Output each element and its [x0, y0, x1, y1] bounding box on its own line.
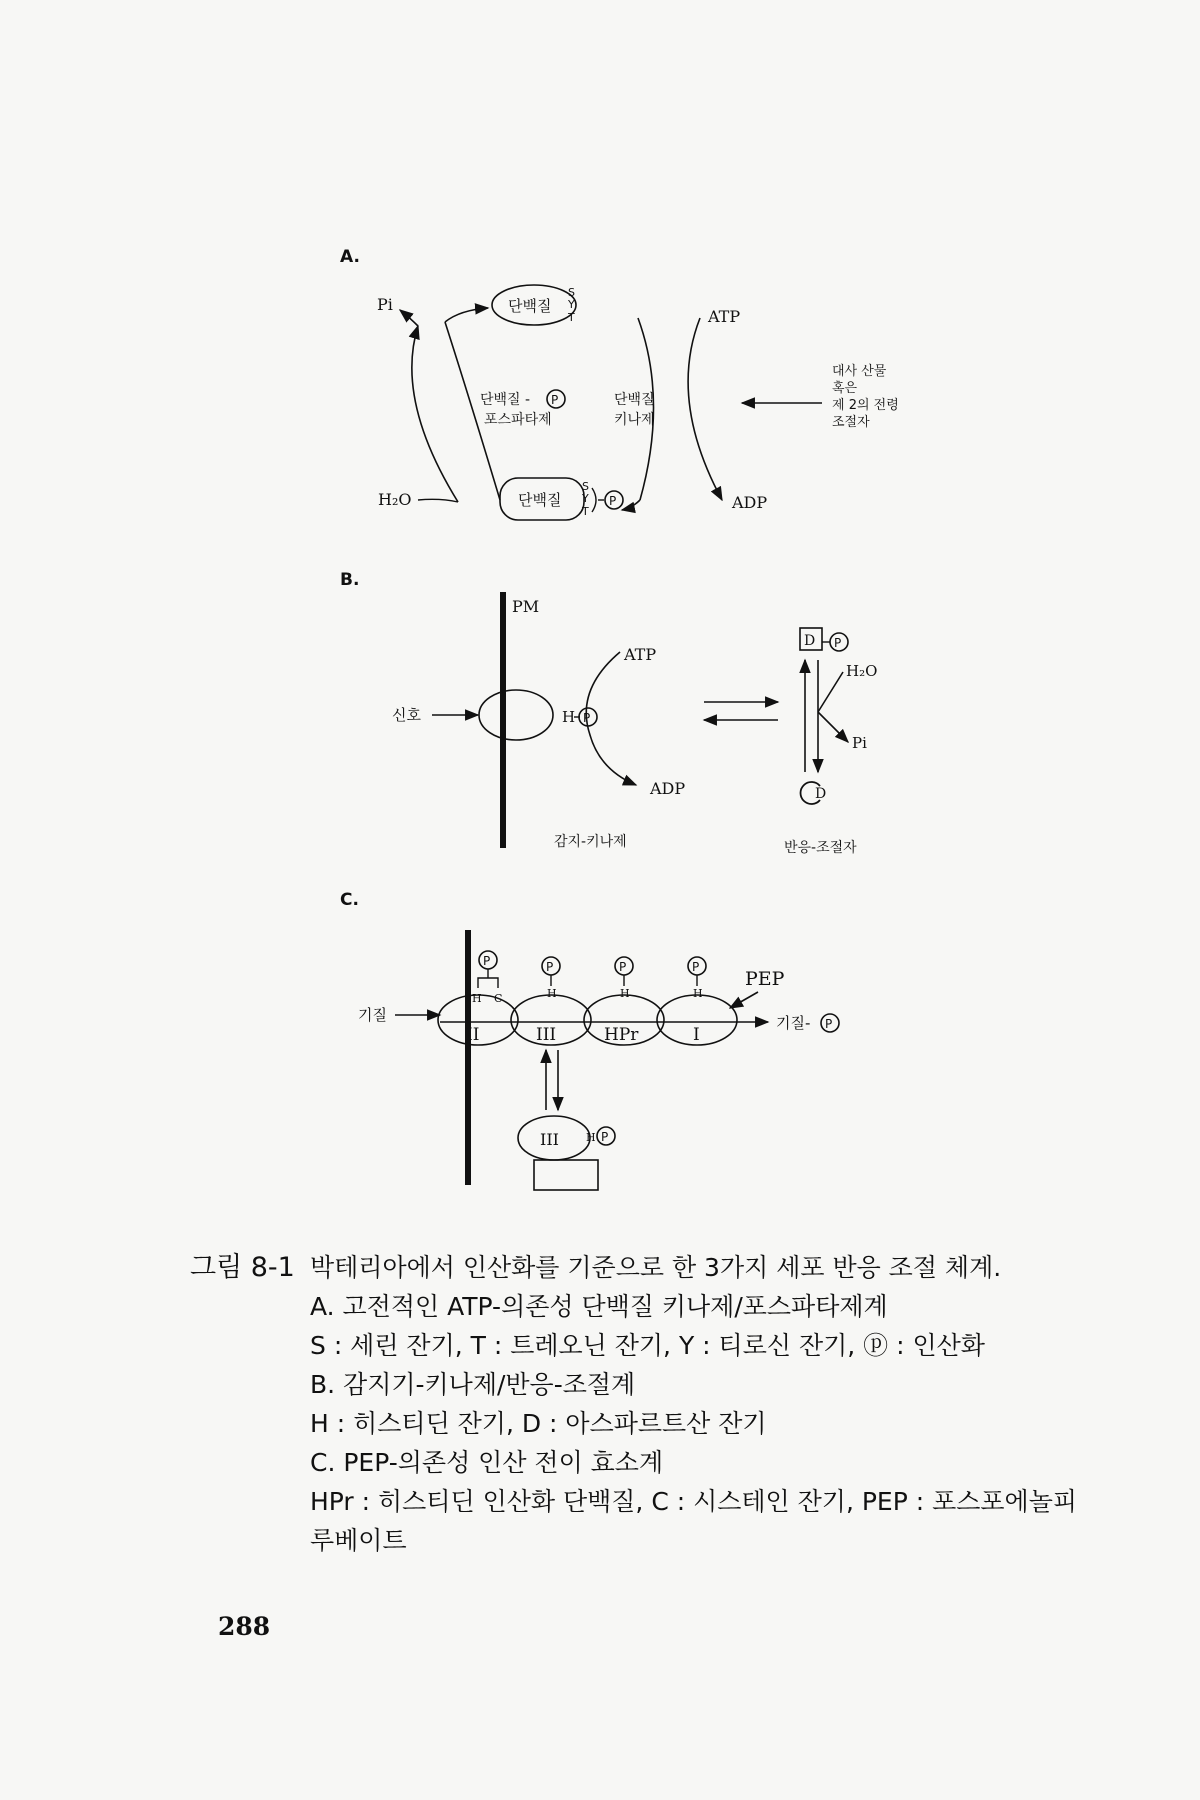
pep-arrow — [730, 992, 758, 1008]
site-iii-h: H — [547, 987, 557, 1000]
to-phosphoprotein-arrow — [622, 500, 640, 510]
kinase-label-2: 키나제 — [614, 412, 655, 428]
substrate-in-label: 기질 — [358, 1006, 387, 1024]
site-ii-phospho: P — [483, 954, 491, 968]
caption-line: C. PEP-의존성 인산 전이 효소계 — [310, 1448, 664, 1477]
h-label: H — [562, 708, 576, 726]
sensor-kinase — [479, 690, 553, 740]
panel-c — [340, 890, 839, 1190]
phosphatase-phospho: P — [551, 393, 559, 407]
site-hpr-phospho: P — [619, 960, 627, 974]
h2o-label: H₂O — [378, 490, 412, 509]
panel-a-label: A. — [340, 247, 360, 267]
pi-label-b: Pi — [852, 734, 867, 752]
target-protein-box — [534, 1160, 598, 1190]
page-number: 288 — [218, 1612, 271, 1641]
response-regulator-caption: 반응-조절자 — [784, 840, 857, 856]
figure-label: 그림 8-1 — [190, 1252, 295, 1283]
phosphatase-arc-left — [412, 326, 458, 502]
atp-adp-arc — [586, 652, 636, 785]
regulator-line-2: 혹은 — [832, 381, 858, 396]
enzyme-hpr-label: HPr — [604, 1025, 639, 1045]
free-enzyme-phospho: P — [601, 1130, 609, 1144]
residue-s-bottom: S — [582, 480, 589, 493]
substrate-out-label: 기질- — [776, 1014, 811, 1032]
caption-line: 루베이트 — [310, 1526, 407, 1555]
phospho-bracket — [592, 488, 596, 512]
protein-top-label: 단백질 — [508, 297, 552, 315]
pm-label: PM — [512, 597, 540, 616]
site-hpr-h: H — [620, 987, 630, 1000]
d-label-top: D — [804, 633, 816, 649]
sensor-kinase-caption: 감지-키나제 — [554, 834, 627, 850]
h2o-connector — [418, 499, 458, 502]
panel-c-label: C. — [340, 890, 359, 910]
pep-label: PEP — [745, 968, 785, 990]
kinase-label-1: 단백질 — [614, 392, 655, 408]
h2o-label-b: H₂O — [846, 662, 878, 680]
phosphatase-label-2: 포스파타제 — [484, 412, 552, 428]
phosphatase-label-1: 단백질 - — [480, 392, 531, 408]
hydrolysis-out — [818, 712, 848, 742]
caption-line: H : 히스티딘 잔기, D : 아스파르트산 잔기 — [310, 1409, 767, 1438]
panel-b-label: B. — [340, 570, 360, 590]
regulator-line-1: 대사 산물 — [832, 364, 887, 379]
site-ii-h: H — [472, 992, 482, 1005]
phosphatase-arc-right — [445, 322, 500, 500]
residue-s: S — [568, 286, 575, 299]
atp-label: ATP — [708, 307, 741, 326]
caption-line: HPr : 히스티딘 인산화 단백질, C : 시스테인 잔기, PEP : 포스포에놀피 — [310, 1487, 1077, 1516]
caption-line: 박테리아에서 인산화를 기준으로 한 3가지 세포 반응 조절 체계. — [310, 1253, 1002, 1282]
pi-release-arrow — [400, 310, 418, 326]
site-ii-bracket — [478, 978, 498, 988]
residue-t: T — [568, 311, 575, 324]
atp-label-b: ATP — [624, 645, 657, 664]
caption-line: A. 고전적인 ATP-의존성 단백질 키나제/포스파타제계 — [310, 1292, 888, 1321]
caption-line: S : 세린 잔기, T : 트레오닌 잔기, Y : 티로신 잔기, ⓟ : 인산화 — [310, 1331, 985, 1360]
regulator-line-4: 조절자 — [832, 415, 870, 430]
d-label-bottom: D — [815, 786, 827, 802]
adp-label-b: ADP — [650, 779, 686, 798]
to-protein-arrow — [445, 308, 488, 322]
regulator-line-3: 제 2의 전령 — [832, 398, 899, 413]
h-phospho: P — [583, 711, 591, 725]
site-i-phospho: P — [692, 960, 700, 974]
adp-label: ADP — [732, 493, 768, 512]
residue-y-bottom: Y — [582, 492, 589, 505]
enzyme-i-label: I — [693, 1025, 700, 1045]
residue-y: Y — [568, 298, 575, 311]
free-enzyme-h: H — [586, 1131, 596, 1144]
substrate-out-phospho: P — [825, 1017, 833, 1031]
enzyme-ii-label: II — [466, 1025, 480, 1045]
d-phospho: P — [834, 636, 842, 650]
figure-caption — [190, 1248, 1150, 1560]
residue-t-bottom: T — [582, 505, 589, 518]
hydrolysis-in — [818, 672, 843, 712]
enzyme-iii-label: III — [536, 1025, 557, 1045]
protein-bottom-label: 단백질 — [518, 491, 562, 509]
site-i-h: H — [693, 987, 703, 1000]
kinase-arc-right — [688, 318, 722, 500]
caption-line: B. 감지기-키나제/반응-조절계 — [310, 1370, 636, 1399]
panel-b — [340, 570, 877, 856]
signal-label: 신호 — [392, 706, 421, 724]
phospho-bottom: P — [609, 494, 617, 508]
site-ii-c: C — [494, 992, 503, 1005]
panel-a — [340, 247, 899, 520]
kinase-arc-left — [638, 318, 654, 500]
free-enzyme-iii-label: III — [540, 1130, 559, 1149]
site-iii-phospho: P — [546, 960, 554, 974]
pi-label: Pi — [377, 295, 393, 314]
